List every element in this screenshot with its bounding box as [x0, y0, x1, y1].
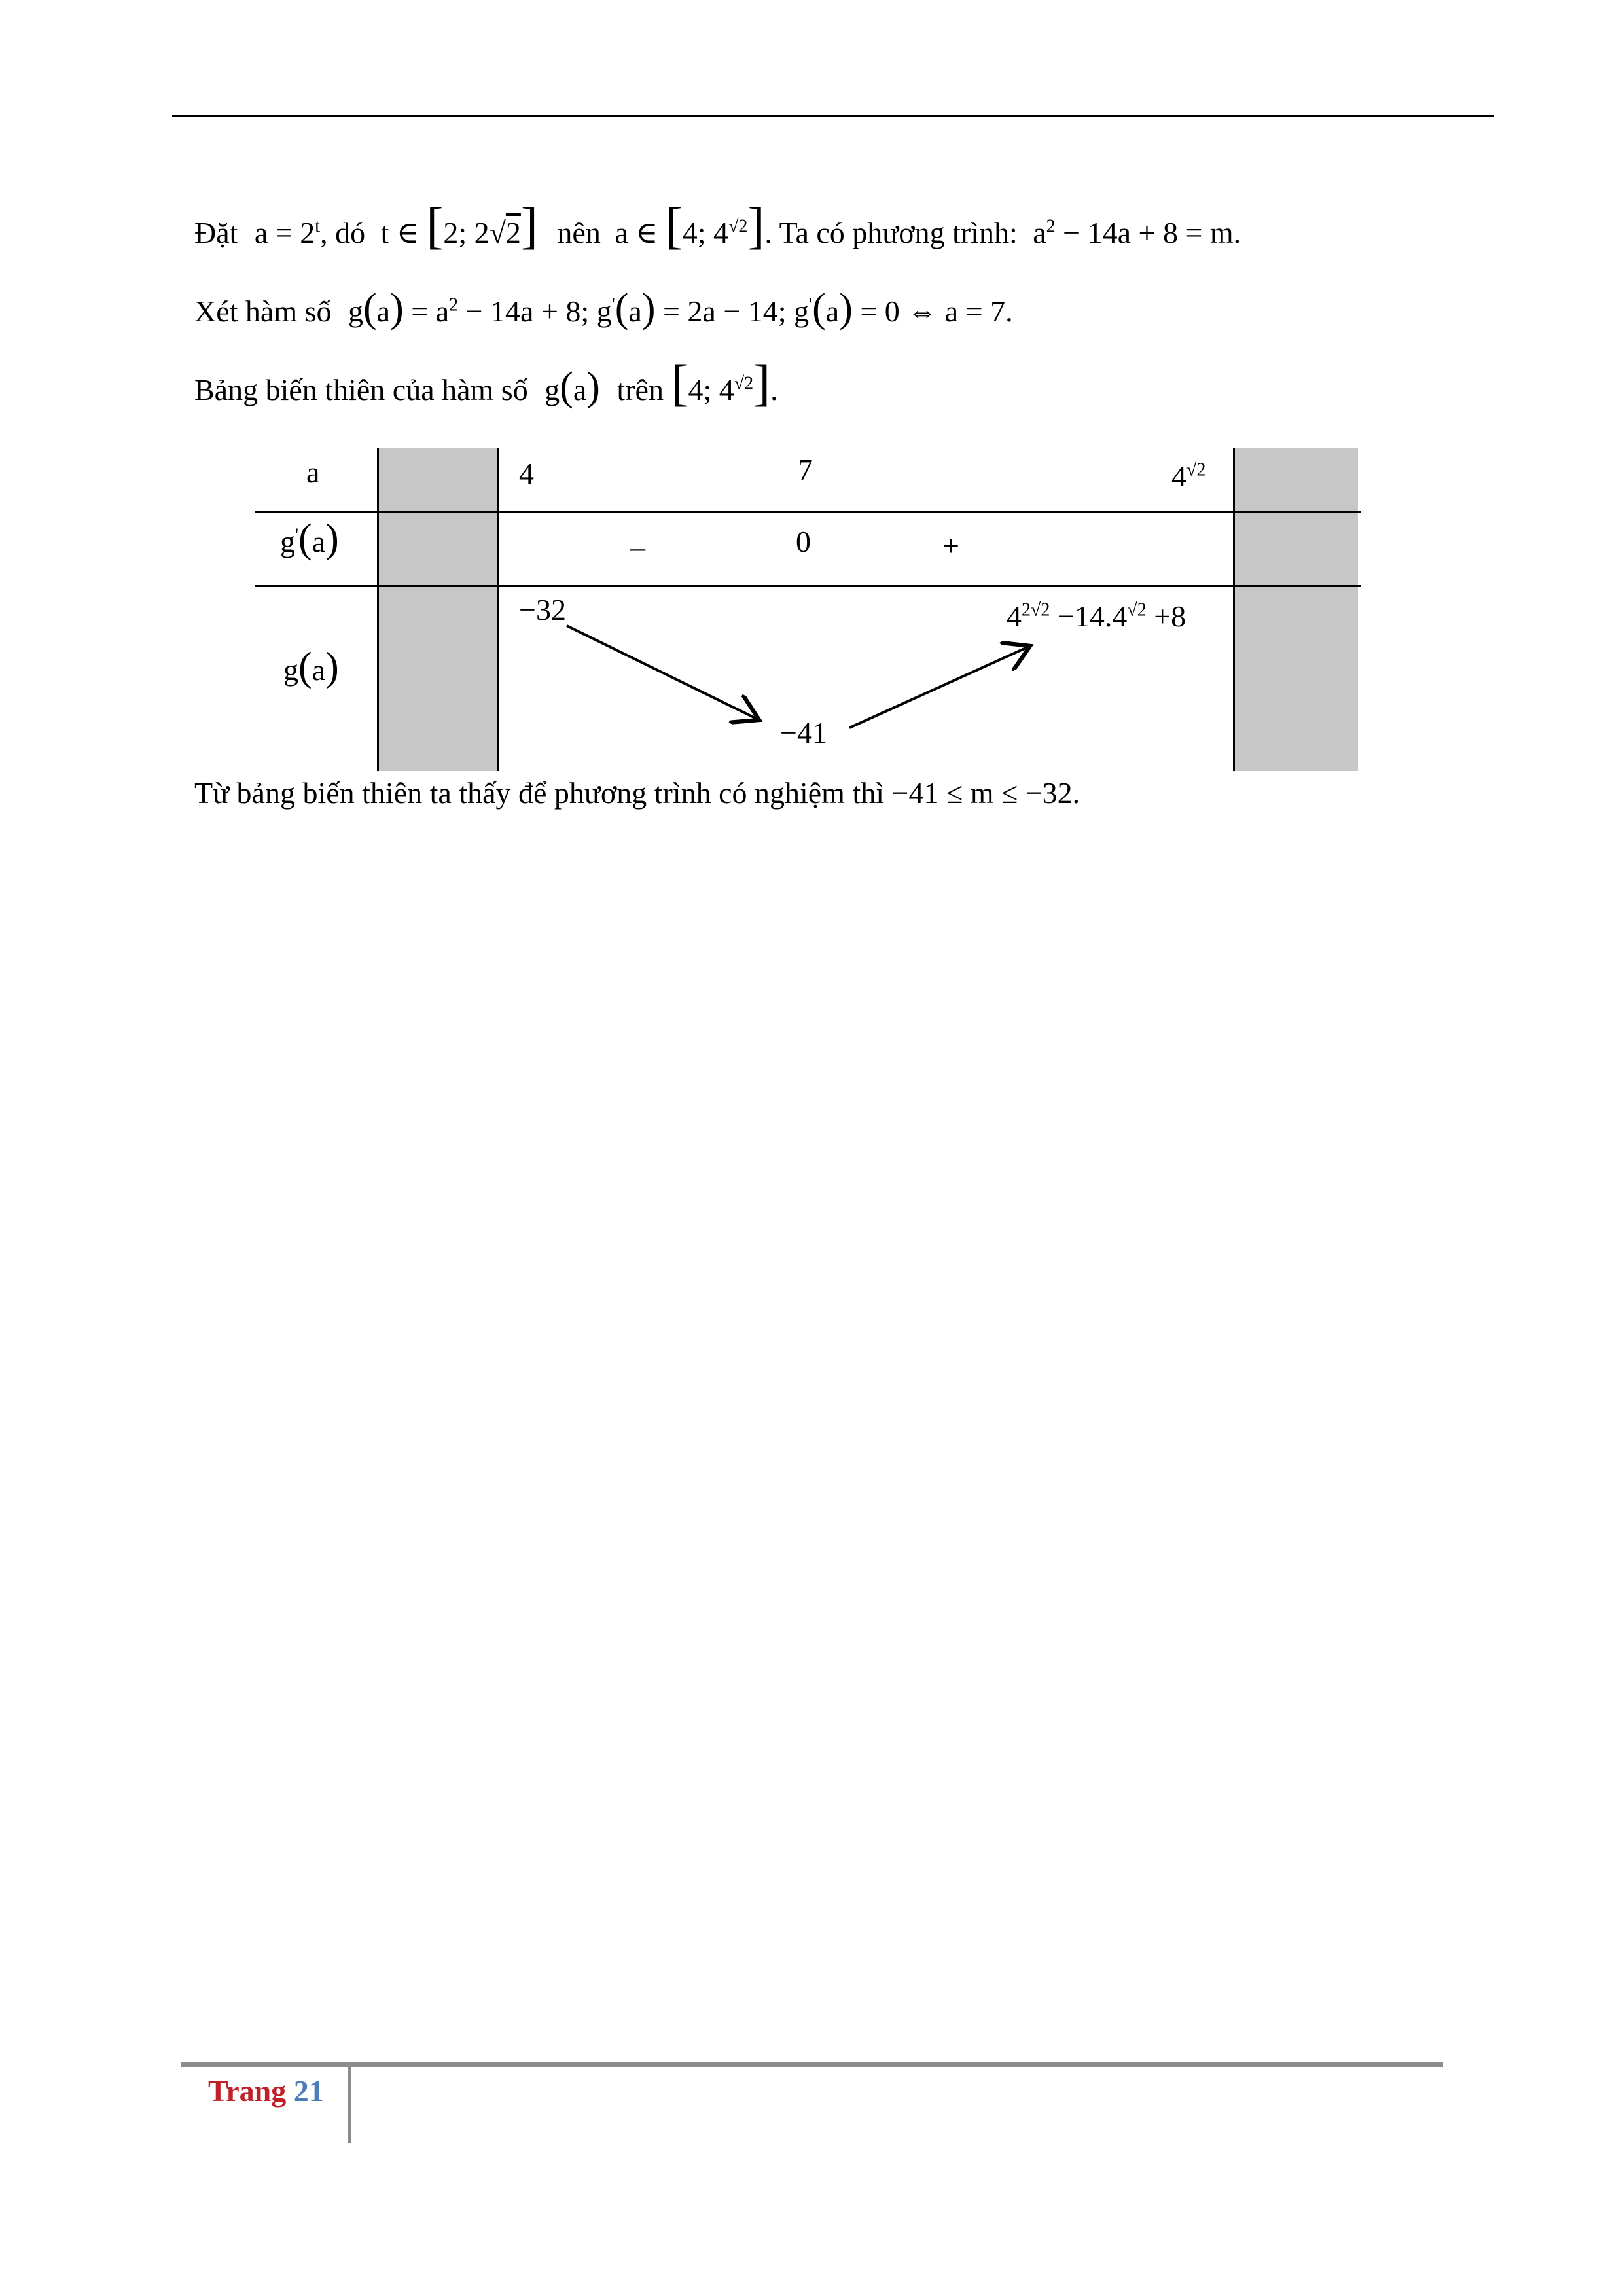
- expr-g-a: g(a): [544, 365, 600, 409]
- text-tren: trên: [616, 373, 664, 406]
- text-do: , dó: [320, 216, 366, 249]
- row-label-g-prime: g'(a): [280, 516, 339, 561]
- arrow-increasing: [849, 646, 1030, 728]
- a-value-critical: 7: [798, 453, 813, 486]
- text-ta-co-phuong-trinh: . Ta có phương trình:: [764, 216, 1018, 249]
- text-nen: nên: [557, 216, 601, 249]
- text-dat: Đặt: [194, 216, 238, 249]
- text-bang-bien-thien: Bảng biến thiên của hàm số: [194, 373, 528, 406]
- footer-rule: [181, 2062, 1443, 2067]
- page-number: Trang 21: [208, 2074, 324, 2108]
- expr-g-def: $g(a) = a^2 - 14a + 8$; g'(a) = 2a − 14; g'(a) = 0 ⇔ a = 7.: [348, 286, 1013, 331]
- g-value-start: −32: [519, 593, 566, 626]
- bracket-left: [: [426, 197, 444, 254]
- variation-arrows: [0, 0, 1623, 851]
- text-xet-ham-so: Xét hàm số: [194, 295, 332, 328]
- paragraph-table-intro: Bảng biến thiên của hàm số g(a) trên [4; $4^{√2}$].: [194, 354, 778, 411]
- a-value-start: 4: [519, 457, 534, 490]
- expr-equation: $a^2 - 14a + 8 = m$.: [1033, 216, 1241, 249]
- bracket-right-2: ]: [747, 197, 765, 254]
- interval-a-2: 4; $4^{√2}$: [688, 373, 754, 406]
- g-value-end: $4^{2√2} -14.4^{√2} +8$: [1007, 600, 1186, 633]
- paragraph-conclusion: Từ bảng biến thiên ta thấy để phương trình có nghiệm thì −41 ≤ m ≤ −32.: [194, 776, 1080, 810]
- row-label-g: g(a): [283, 645, 339, 689]
- bracket-left-2: [: [665, 197, 683, 254]
- interval-t: 2; 2√2: [443, 216, 521, 249]
- bracket-right: ]: [520, 197, 538, 254]
- bracket-left-3: [: [671, 354, 688, 411]
- interval-a: 4; $4^{√2}$: [682, 216, 748, 249]
- expr-a-in: a ∈: [615, 216, 658, 249]
- arrow-decreasing: [567, 626, 759, 720]
- bracket-right-3: ]: [753, 354, 771, 411]
- gp-value-zero: 0: [796, 525, 811, 558]
- expr-t-in: t ∈: [380, 216, 419, 249]
- g-value-min: −41: [780, 716, 827, 749]
- gp-sign-plus: +: [942, 529, 959, 562]
- row-label-a: a: [306, 456, 320, 489]
- expr-a-eq-2t: $a = 2^t$: [254, 216, 321, 249]
- footer-divider: [348, 2066, 351, 2143]
- gp-sign-minus: –: [630, 530, 645, 564]
- a-value-end: $4^{√2}$: [1171, 459, 1206, 493]
